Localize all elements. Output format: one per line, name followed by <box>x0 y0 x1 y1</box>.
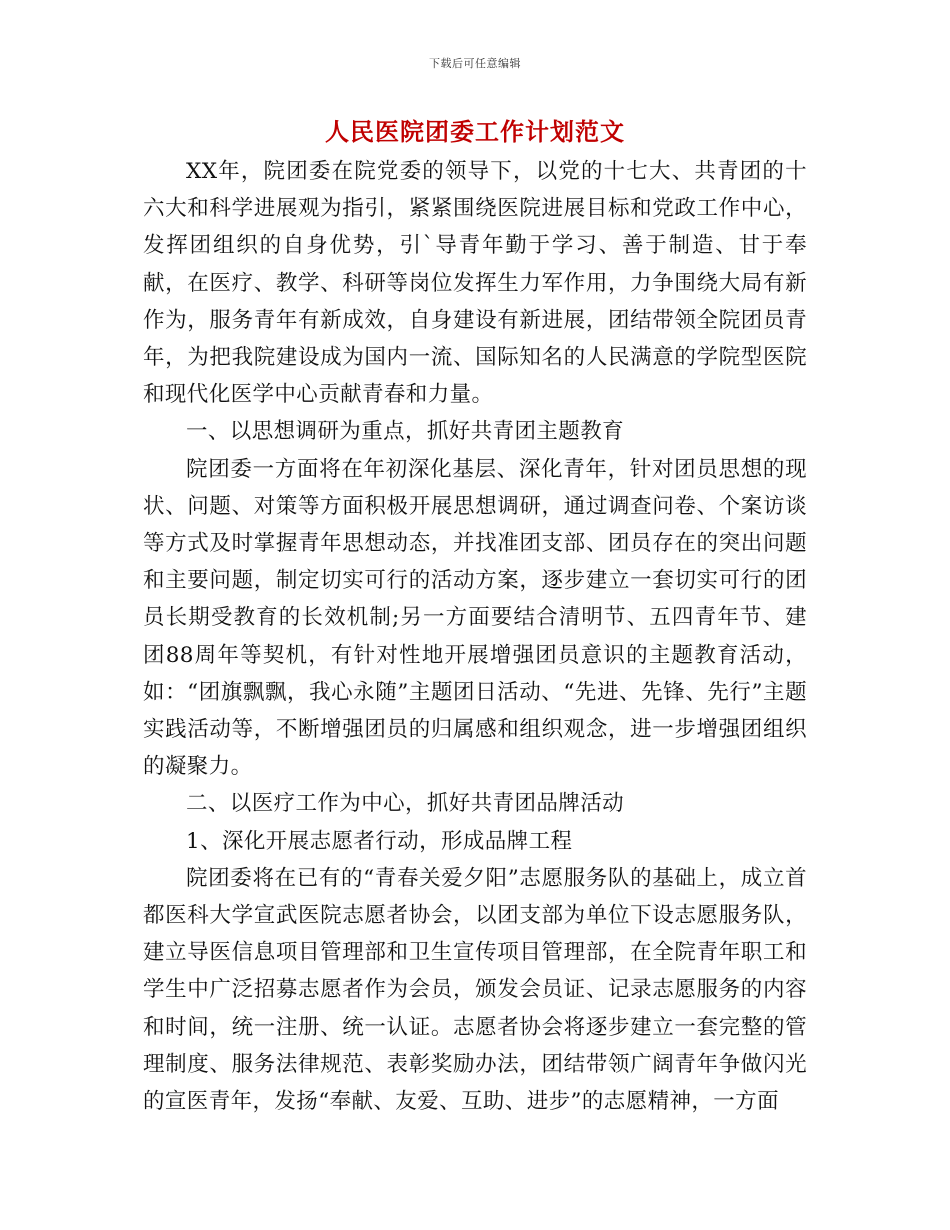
document-title: 人民医院团委工作计划范文 <box>325 117 625 146</box>
section-heading-2: 二、以医疗工作为中心，抓好共青团品牌活动 <box>186 791 625 817</box>
paragraph-intro: XX年，院团委在院党委的领导下，以党的十七大、共青团的十六大和科学进展观为指引，紧紧围绕医院进展目标和党政工作中心，发挥团组织的自身优势，引`导青年勤于学习、善于制造、甘于奉献，在医疗、教学、科研等岗位发挥生力军作用，力争围绕大局有新作为，服务青年有新成效，自身建设有新进展，团结带领全院团员青年，为把我院建设成为国内一流、国际知名的人民满意的学院型医院和现代化医学中心贡献青春和力量。 <box>143 159 807 408</box>
document-body <box>143 153 807 1120</box>
paragraph-subsection-1: 院团委将在已有的“青春关爱夕阳”志愿服务队的基础上，成立首都医科大学宣武医院志愿者协会，以团支部为单位下设志愿服务队，建立导医信息项目管理部和卫生宣传项目管理部，在全院青年职工和学生中广泛招募志愿者作为会员，颁发会员证、记录志愿服务的内容和时间，统一注册、统一认证。志愿者协会将逐步建立一套完整的管理制度、服务法律规范、表彰奖励办法，团结带领广阔青年争做闪光的宣医青年，发扬“奉献、友爱、互助、进步”的志愿精神，一方面 <box>143 865 807 1115</box>
header-note: 下载后可任意编辑 <box>429 57 521 70</box>
paragraph-section-1: 院团委一方面将在年初深化基层、深化青年，针对团员思想的现状、问题、对策等方面积极开展思想调研，通过调查问卷、个案访谈等方式及时掌握青年思想动态，并找准团支部、团员存在的突出问题和主要问题，制定切实可行的活动方案，逐步建立一套切实可行的团员长期受教育的长效机制;另一方面要结合清明节、五四青年节、建团88周年等契机，有针对性地开展增强团员意识的主题教育活动，如：“团旗飘飘，我心永随”主题团日活动、“先进、先锋、先行”主题实践活动等，不断增强团员的归属感和组织观念，进一步增强团组织的凝聚力。 <box>143 456 807 780</box>
subsection-heading-1: 1、深化开展志愿者行动，形成品牌工程 <box>186 828 573 854</box>
section-heading-1: 一、以思想调研为重点，抓好共青团主题教育 <box>186 419 625 445</box>
